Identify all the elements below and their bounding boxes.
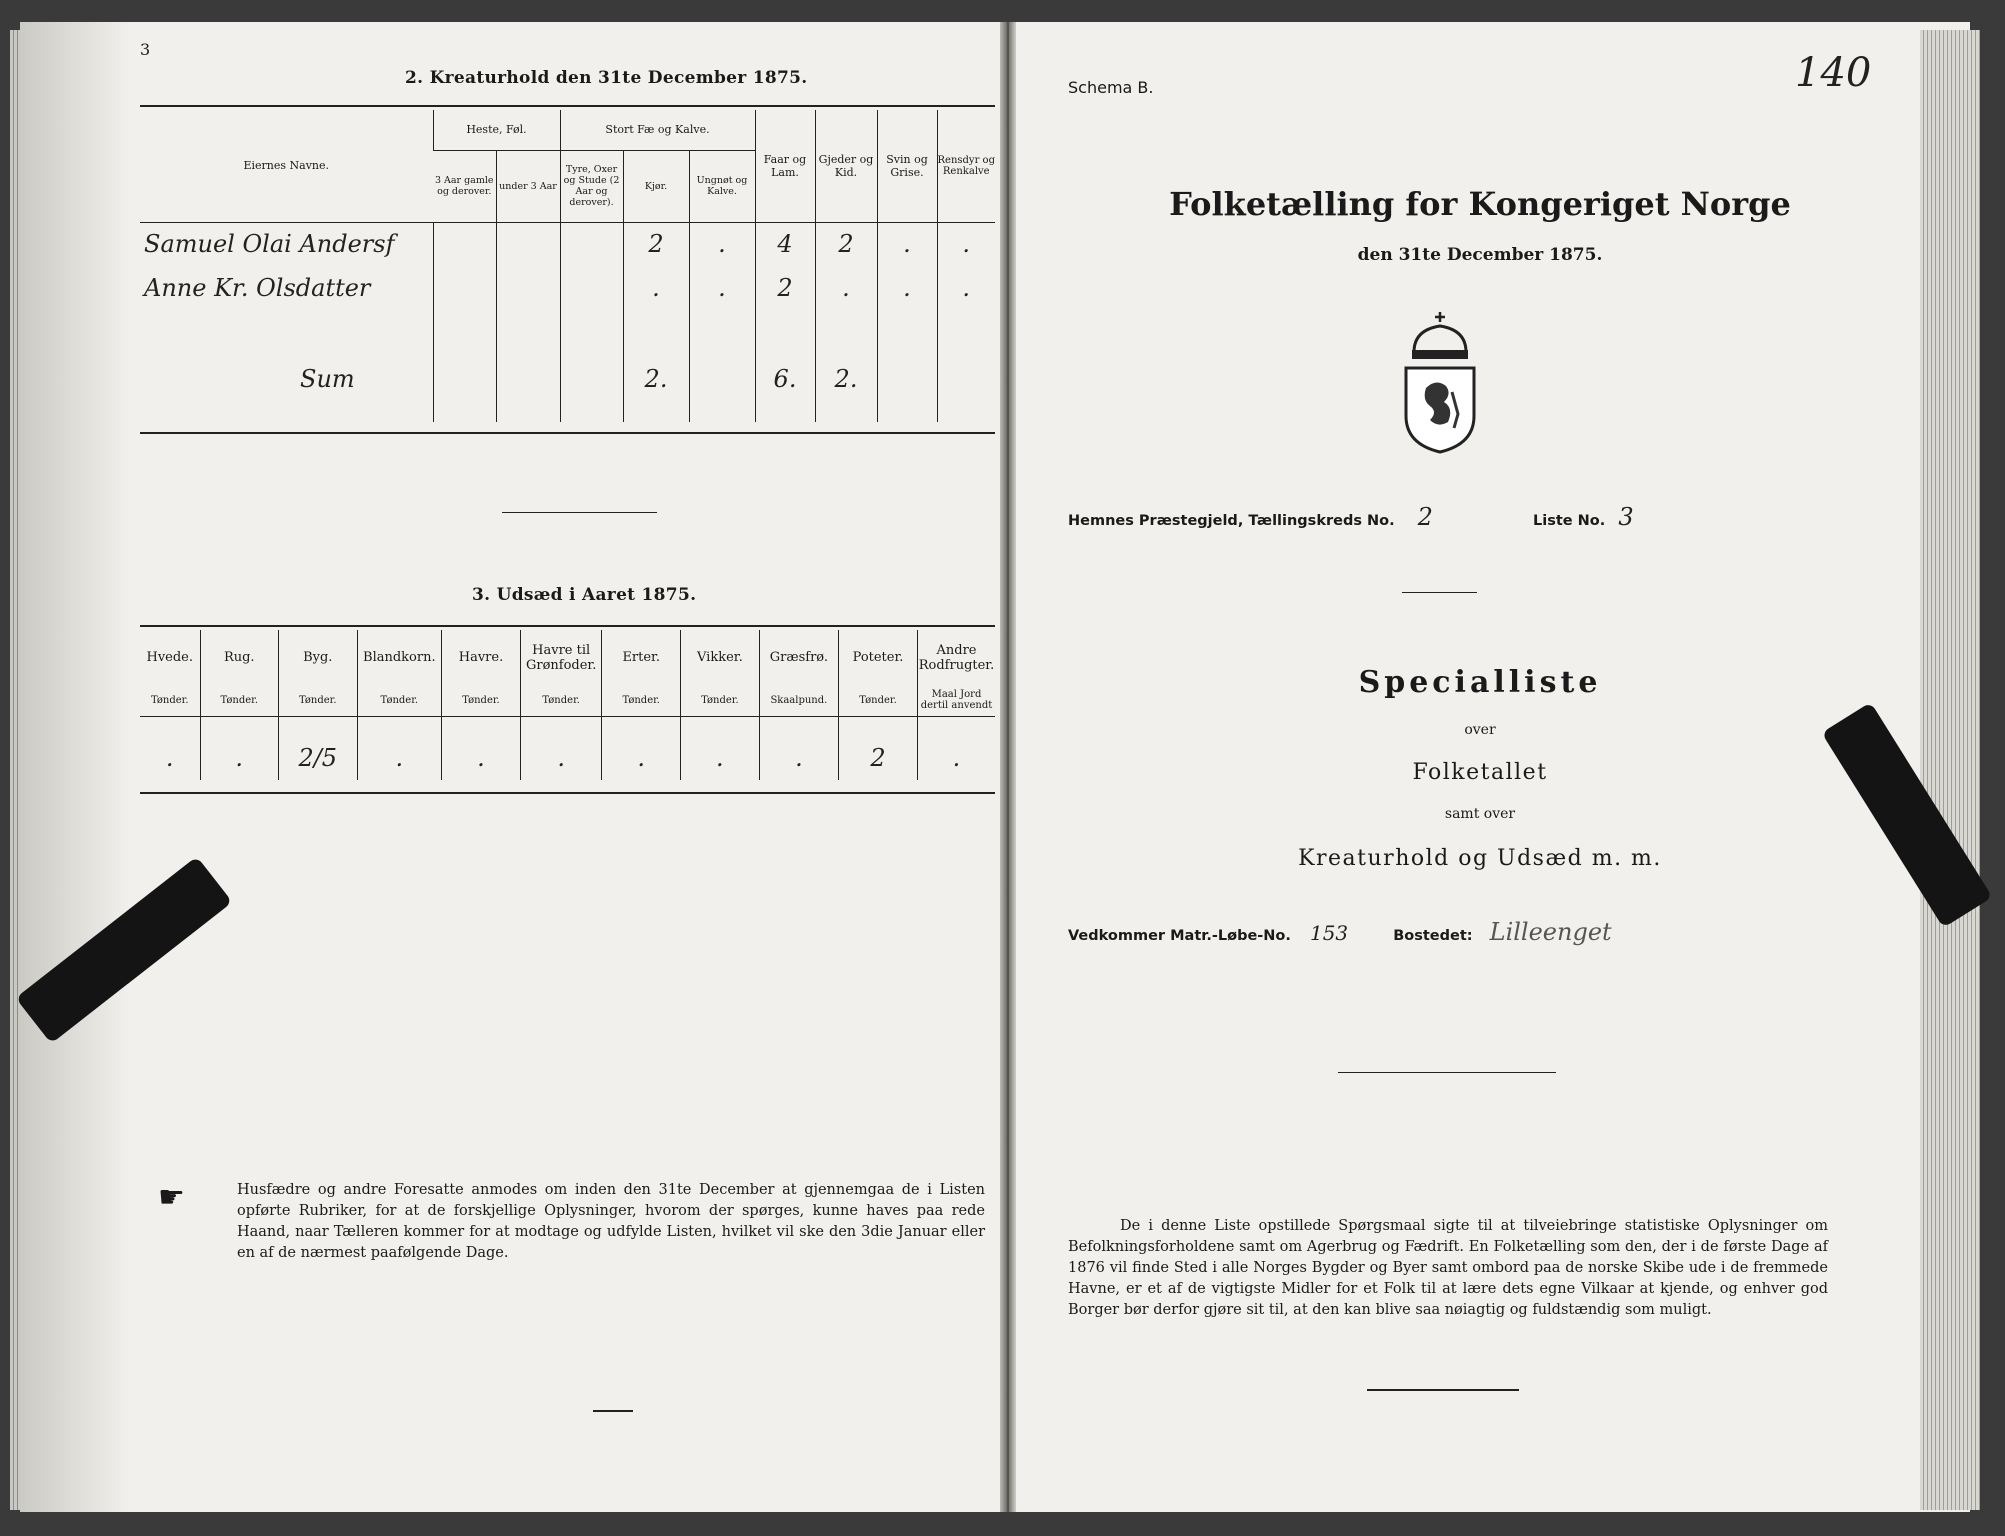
seed-value: . xyxy=(357,736,442,780)
seed-empty-cell xyxy=(520,716,602,736)
seed-header: Havre til Grønfoder. xyxy=(520,630,602,685)
folketallet-heading: Folketallet xyxy=(1412,760,1548,785)
cell-kjor: 2 xyxy=(623,222,689,266)
cell-svin: . xyxy=(877,266,937,310)
seed-unit: Tønder. xyxy=(150,694,189,706)
cell xyxy=(433,222,496,266)
seed-header: Vikker. xyxy=(680,630,759,685)
seed-value: . xyxy=(165,744,174,772)
seed-value: 2 xyxy=(839,736,918,780)
owner-header: Eiernes Navne. xyxy=(243,159,330,173)
kreaturhold-heading: Kreaturhold og Udsæd m. m. xyxy=(1298,846,1662,871)
seed-header: Erter. xyxy=(602,630,681,685)
subtitle: den 31te December 1875. xyxy=(1357,245,1603,265)
seed-header: Byg. xyxy=(279,630,358,685)
seed-empty-cell xyxy=(759,716,838,736)
parish-label: Hemnes Præstegjeld, Tællingskreds No. xyxy=(1068,513,1395,529)
seed-unit: Maal Jord dertil anvendt xyxy=(917,685,995,716)
divider xyxy=(1402,592,1477,593)
cell-faar: 2 xyxy=(755,266,815,310)
livestock-table xyxy=(140,110,995,422)
pointing-hand-icon: ☛ xyxy=(158,1180,185,1215)
seed-header-row xyxy=(140,630,995,685)
cell-svin: . xyxy=(877,222,937,266)
intro-paragraph: De i denne Liste opstillede Spørgsmaal sigte til at tilveiebringe statistiske Oplysninger om Befolkningsforholdene samt om Agerbrug og Fædrift. En Folketælling som den, der i de første Dage af 1876 vil finde Sted i alle Norges Bygder og Byer samt ombord paa de norske Skibe ude i de fremmede Havne, er et af de vigtigste Midler for et Folk til at lære dets egne Vilkaar at kjende, og enhver god Borger bør derfor gjøre sit til, at den kan blive saa nøiagtig og fuldstændig som muligt. xyxy=(1068,1218,1828,1318)
cell-kjor: . xyxy=(623,266,689,310)
sum-gjeder: 2. xyxy=(815,336,877,422)
parish-line xyxy=(1068,503,1634,531)
closing-rule xyxy=(1367,1389,1519,1391)
table-row xyxy=(140,222,995,266)
cell-gjeder: 2 xyxy=(815,222,877,266)
cell-ungnot: . xyxy=(689,222,755,266)
over-text: over xyxy=(1464,722,1496,738)
sum-label: Sum xyxy=(300,365,355,393)
cell-ungnot: . xyxy=(689,266,755,310)
notice-text: Husfædre og andre Foresatte anmodes om inden den 31te December at gjennemgaa de i Listen opførte Rubriker, for at de forskjellige Oplysninger, hvorom der spørges, kunne haves paa rede Haand, naar Tælleren kommer for at modtage og udfylde Listen, hvilket vil ske den 3die Januar eller en af de nærmest paafølgende Dage. xyxy=(237,1182,985,1261)
specialliste-heading: Specialliste xyxy=(1358,665,1602,700)
book-gutter xyxy=(1000,22,1016,1512)
table-row-empty xyxy=(140,310,995,336)
seed-empty-cell xyxy=(839,716,918,736)
header-svin: Svin og Grise. xyxy=(877,110,937,222)
header-heste: Heste, Føl. xyxy=(433,110,560,150)
seed-header: Andre Rodfrugter. xyxy=(917,630,995,685)
matr-label: Vedkommer Matr.-Løbe-No. xyxy=(1068,928,1291,944)
owner-name: Anne Kr. Olsdatter xyxy=(144,274,371,302)
sum-faar: 6. xyxy=(755,336,815,422)
table-row xyxy=(140,266,995,310)
seed-value: . xyxy=(759,736,838,780)
book-edge-right xyxy=(1920,30,1980,1510)
seed-value: . xyxy=(602,736,681,780)
sum-kjor: 2. xyxy=(623,336,689,422)
page-number: 140 xyxy=(1795,50,1872,96)
seed-value: 2/5 xyxy=(279,736,358,780)
list-label: Liste No. xyxy=(1533,513,1606,529)
seed-empty-cell xyxy=(200,716,279,736)
header-stort-fae: Stort Fæ og Kalve. xyxy=(560,110,755,150)
seed-unit: Skaalpund. xyxy=(759,685,838,716)
owner-name: Samuel Olai Andersf xyxy=(144,230,395,259)
table-row-empty xyxy=(140,716,995,736)
header-gjeder: Gjeder og Kid. xyxy=(815,110,877,222)
seed-unit: Tønder. xyxy=(602,685,681,716)
margin-mark: 3 xyxy=(140,40,151,59)
district-number: 2 xyxy=(1417,503,1433,531)
list-number: 3 xyxy=(1618,503,1634,531)
coat-of-arms-icon xyxy=(1400,310,1480,455)
seed-header: Blandkorn. xyxy=(357,630,442,685)
header-rensdyr: Rensdyr og Renkalve xyxy=(937,110,995,222)
main-title: Folketælling for Kongeriget Norge xyxy=(1169,185,1791,223)
rule xyxy=(140,792,995,794)
seed-unit: Tønder. xyxy=(839,685,918,716)
seed-unit: Tønder. xyxy=(200,685,279,716)
header-3aar: 3 Aar gamle og derover. xyxy=(434,175,494,197)
seed-value: . xyxy=(442,736,521,780)
seed-unit-row xyxy=(140,685,995,716)
seed-unit: Tønder. xyxy=(279,685,358,716)
seed-empty-cell xyxy=(357,716,442,736)
seed-header: Græsfrø. xyxy=(759,630,838,685)
cell-rensdyr: . xyxy=(937,222,995,266)
seed-empty-cell xyxy=(680,716,759,736)
sum-row xyxy=(140,336,995,422)
seed-value: . xyxy=(917,736,995,780)
seed-empty-cell xyxy=(917,716,995,736)
seed-header: Havre. xyxy=(442,630,521,685)
bosted-value: Lilleenget xyxy=(1489,918,1612,946)
schema-label: Schema B. xyxy=(1068,78,1154,97)
header-under3: under 3 Aar xyxy=(496,150,560,222)
seed-table xyxy=(140,630,995,780)
cell xyxy=(496,266,560,310)
seed-unit: Tønder. xyxy=(442,685,521,716)
header-tyre: Tyre, Oxer og Stude (2 Aar og derover). xyxy=(560,150,623,222)
seed-empty-cell xyxy=(140,716,200,736)
matr-number: 153 xyxy=(1309,921,1349,945)
seed-empty-cell xyxy=(442,716,521,736)
short-rule xyxy=(593,1410,633,1412)
cell-rensdyr: . xyxy=(937,266,995,310)
rule xyxy=(140,432,995,434)
section2-title: 2. Kreaturhold den 31te December 1875. xyxy=(405,68,808,88)
divider xyxy=(502,512,657,513)
seed-header: Poteter. xyxy=(839,630,918,685)
seed-empty-cell xyxy=(279,716,358,736)
divider xyxy=(1338,1072,1556,1073)
seed-header: Rug. xyxy=(200,630,279,685)
section3-title: 3. Udsæd i Aaret 1875. xyxy=(472,585,697,605)
seed-unit: Tønder. xyxy=(357,685,442,716)
seed-value: . xyxy=(200,736,279,780)
bosted-label: Bostedet: xyxy=(1393,928,1473,944)
seed-value: . xyxy=(680,736,759,780)
seed-empty-cell xyxy=(602,716,681,736)
seed-value: . xyxy=(520,736,602,780)
rule xyxy=(140,625,995,627)
rule xyxy=(140,105,995,107)
cell xyxy=(560,266,623,310)
cell xyxy=(496,222,560,266)
cell-gjeder: . xyxy=(815,266,877,310)
seed-header: Hvede. xyxy=(146,650,194,665)
cell-faar: 4 xyxy=(755,222,815,266)
header-kjor: Kjør. xyxy=(623,150,689,222)
header-ungnot: Ungnøt og Kalve. xyxy=(689,150,755,222)
seed-value-row xyxy=(140,736,995,780)
header-faar: Faar og Lam. xyxy=(755,110,815,222)
seed-unit: Tønder. xyxy=(680,685,759,716)
matr-line xyxy=(1068,918,1612,946)
seed-unit: Tønder. xyxy=(520,685,602,716)
cell xyxy=(560,222,623,266)
samt-over-text: samt over xyxy=(1444,806,1516,822)
cell xyxy=(433,266,496,310)
